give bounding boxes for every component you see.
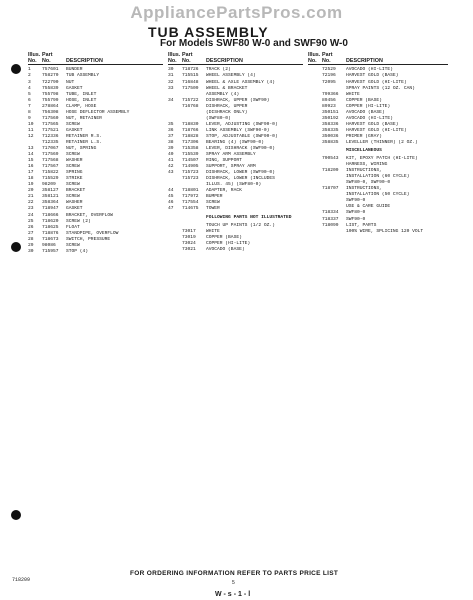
illus-number: 4 (28, 85, 31, 91)
part-description: INSTALLATION (50 CYCLE) (346, 192, 410, 198)
part-description: SCREW (206, 200, 220, 206)
parts-column-3 (308, 52, 448, 235)
illus-number: 44 (168, 188, 174, 194)
part-number: 718876 (42, 230, 59, 236)
column-header: Illus. Part No. No. DESCRIPTION (308, 52, 448, 65)
part-description: STANDPIPE, OVERFLOW (66, 230, 119, 236)
illus-number: 33 (168, 85, 174, 91)
part-description: SWF90-0 (346, 198, 366, 204)
part-number: 756308 (42, 109, 59, 115)
part-number: 712335 (42, 139, 59, 145)
part-description: TOUCH UP PAINTS (1/2 OZ.) (206, 222, 275, 228)
illus-number: 12 (28, 133, 34, 139)
part-description: INSTRUCTIONS, (346, 186, 382, 192)
illus-number: 5 (28, 91, 31, 97)
part-number: 718209 (322, 168, 339, 174)
part-description: DISHRACK, UPPER (SWF90) (206, 97, 270, 103)
part-description: HARNESS, WIRING (346, 162, 388, 168)
part-description: RING, SUPPORT (206, 158, 242, 164)
page-subtitle: For Models SWF80 W-0 and SWF90 W-0 (160, 38, 348, 49)
illus-number: 6 (28, 97, 31, 103)
part-number: 358364 (42, 200, 59, 206)
part-description: LIST, PARTS (346, 222, 377, 228)
illus-number: 19 (28, 182, 34, 188)
part-number: 718801 (182, 188, 199, 194)
part-description: WASHER (66, 200, 83, 206)
illus-number: 46 (168, 200, 174, 206)
part-number: 715957 (42, 248, 59, 254)
part-description: AVOCADO (BASE) (206, 246, 245, 252)
part-number: 717554 (182, 200, 199, 206)
part-description: SPRING (66, 170, 83, 176)
part-description: HARVEST GOLD (HI-LITE) (346, 127, 407, 133)
illus-number: 21 (28, 194, 34, 200)
part-number: 89456 (322, 97, 336, 103)
part-description: BRACKET, OVERFLOW (66, 212, 113, 218)
part-description: SCREW (66, 194, 80, 200)
part-number: 715822 (42, 170, 59, 176)
illus-number: 34 (168, 97, 174, 103)
part-number: 89923 (322, 103, 336, 109)
part-description: AVOCADO (HI-LITE) (346, 67, 393, 73)
part-number: 718830 (182, 121, 199, 127)
watermark: AppliancePartsPros.com (130, 3, 343, 22)
part-number: 799366 (322, 91, 339, 97)
part-number: 350192 (322, 115, 339, 121)
part-number: 715723 (182, 170, 199, 176)
part-number: 715515 (182, 73, 199, 79)
part-number: 755839 (42, 85, 59, 91)
part-description: LINK ASSEMBLY (SWF90-0) (206, 127, 270, 133)
part-description: PRIMER (GRAY) (346, 133, 382, 139)
page-number: 5 (232, 580, 235, 586)
part-description: HOSE, INLET (66, 97, 97, 103)
illus-number: 9 (28, 115, 31, 121)
part-description: NUT, RETAINER (66, 115, 102, 121)
part-description: STRIKE (66, 176, 83, 182)
part-number: 358336 (322, 121, 339, 127)
part-description: AVOCADO (HI-LITE) (346, 115, 393, 121)
part-description: LEVER, ADJUSTING (SWF90-0) (206, 121, 278, 127)
parts-column-2 (168, 52, 303, 253)
part-number: 758270 (42, 73, 59, 79)
footer-mark: W-s-1-l (215, 591, 253, 598)
part-description: HOSE DEFLECTOR ASSEMBLY (66, 109, 130, 115)
page-title: TUB ASSEMBLY (148, 24, 269, 40)
part-description: SCREW (66, 242, 80, 248)
part-row (308, 140, 448, 146)
part-description: ILLUS. 45) (SWF80-0) (206, 182, 262, 188)
part-description: STOP (4) (66, 248, 89, 254)
part-description: COPPER (HI-LITE) (206, 240, 251, 246)
part-number: 718620 (42, 218, 59, 224)
part-number: 717509 (182, 85, 199, 91)
illus-number: 22 (28, 200, 34, 206)
part-number: 755798 (42, 91, 59, 97)
illus-number: 23 (28, 206, 34, 212)
part-description: HARVEST GOLD (BASE) (346, 73, 399, 79)
part-description: GASKET (66, 127, 83, 133)
part-number: 73019 (182, 234, 196, 240)
illus-number (308, 229, 322, 235)
part-description: DISHRACK, LOWER (INCLUDES (206, 176, 275, 182)
illus-number: 38 (168, 139, 174, 145)
illus-number: 30 (28, 248, 34, 254)
part-description: WHEEL & AXLE ASSEMBLY (4) (206, 79, 275, 85)
part-number: 712336 (42, 133, 59, 139)
part-number: 350151 (322, 109, 339, 115)
part-number: 715723 (182, 176, 199, 182)
part-number: 73021 (182, 246, 196, 252)
part-number: 716848 (182, 79, 199, 85)
part-number: 722790 (42, 79, 59, 85)
illus-number: 1 (28, 67, 31, 73)
part-number: 718766 (182, 127, 199, 133)
part-row (28, 249, 163, 255)
part-number: 72196 (322, 73, 336, 79)
part-number: 718828 (182, 133, 199, 139)
part-number: 715358 (182, 146, 199, 152)
part-number: 718726 (182, 67, 199, 73)
column-header: Illus. Part No. No. DESCRIPTION (28, 52, 163, 65)
part-description: SCREW (66, 164, 80, 170)
part-description: RETAINER L.S. (66, 139, 102, 145)
illus-number: 31 (168, 73, 174, 79)
part-description: TOWER (206, 206, 220, 212)
part-description: HARVEST GOLD (BASE) (346, 121, 399, 127)
part-number: 73024 (182, 240, 196, 246)
part-description: GASKET (66, 206, 83, 212)
illus-number: 3 (28, 79, 31, 85)
illus-number: 17 (28, 170, 34, 176)
illus-number: 36 (168, 127, 174, 133)
part-description: SCREW (66, 182, 80, 188)
part-description: TUB ASSEMBLY (66, 73, 100, 79)
part-number: 98086 (42, 242, 56, 248)
part-description: WHEEL & BRACKET (206, 85, 248, 91)
illus-number (168, 247, 182, 253)
part-number: 358335 (322, 127, 339, 133)
part-description: INSTRUCTIONS, (346, 168, 382, 174)
part-description: AVOCADO (BASE) (346, 109, 385, 115)
part-number: 72095 (322, 79, 336, 85)
part-number: 714675 (182, 206, 199, 212)
illus-number: 24 (28, 212, 34, 218)
part-number: 718707 (322, 186, 339, 192)
part-row (168, 206, 303, 212)
part-number: 715529 (42, 176, 59, 182)
illus-number (308, 140, 322, 146)
part-description: RETAINER R.S. (66, 133, 102, 139)
part-description: ADAPTER, RACK (206, 188, 242, 194)
illus-number: 42 (168, 164, 174, 170)
section-heading: FOLLOWING PARTS NOT ILLUSTRATED (206, 214, 292, 220)
part-description: INSTALLATION (60 CYCLE) (346, 174, 410, 180)
part-description: STOP, ADJUSTABLE (SWF90-0) (206, 133, 278, 139)
part-description: BRACKET (66, 188, 86, 194)
illus-number: 37 (168, 133, 174, 139)
illus-number: 32 (168, 79, 174, 85)
part-description: WHITE (206, 228, 220, 234)
part-number: 717560 (42, 115, 59, 121)
parts-column-1 (28, 52, 163, 255)
part-number: 98209 (42, 182, 56, 188)
illus-number: 35 (168, 121, 174, 127)
part-description: (SWF80-0) (206, 115, 231, 121)
illus-number: 15 (28, 158, 34, 164)
part-description: KIT, EPOXY PATCH (HI-LITE) (346, 156, 418, 162)
column-header: Illus. Part No. No. DESCRIPTION (168, 52, 303, 65)
part-number: 718099 (322, 222, 339, 228)
part-number: 717972 (182, 194, 199, 200)
part-description: COPPER (BASE) (346, 97, 382, 103)
illus-number: 20 (28, 188, 34, 194)
part-description: SWITCH, PRESSURE (66, 236, 111, 242)
illus-number: 45 (168, 194, 174, 200)
part-number: 714507 (182, 158, 199, 164)
illus-number: 13 (28, 146, 34, 152)
part-description: GASKET (66, 85, 83, 91)
part-description: NUT (66, 79, 75, 85)
part-description: WHEEL ASSEMBLY (4) (206, 73, 256, 79)
illus-number: 2 (28, 73, 31, 79)
part-description: BEARING (4) (SWF90-0) (206, 139, 264, 145)
part-description: SCREW (66, 152, 80, 158)
illus-number: 39 (168, 146, 174, 152)
part-number: 278864 (42, 103, 59, 109)
part-description: WHITE (346, 91, 360, 97)
punch-hole-bottom (11, 510, 21, 520)
part-description: CLAMP, HOSE (66, 103, 97, 109)
part-description: WASHER (66, 158, 83, 164)
part-description: SPRAY ARM ASSEMBLY (206, 152, 256, 158)
part-number: 716768 (182, 103, 199, 109)
part-description: COPPER (BASE) (206, 234, 242, 240)
ordering-note: FOR ORDERING INFORMATION REFER TO PARTS PRICE LIST (130, 570, 339, 577)
illus-number: 43 (168, 170, 174, 176)
part-number: 358121 (42, 194, 59, 200)
part-description: USE & CARE GUIDE (346, 204, 391, 210)
part-description: SCREW (66, 121, 80, 127)
illus-number: 25 (28, 218, 34, 224)
part-description: (DISHRACK ONLY) (206, 109, 248, 115)
part-description: LEVELLER (THINNER) (2 OZ.) (346, 139, 418, 145)
part-description: SPRAY PAINTS (12 OZ. CAN) (346, 85, 415, 91)
part-number (322, 229, 346, 235)
part-number: 718947 (42, 206, 59, 212)
part-number: 718666 (42, 212, 59, 218)
illus-number: 10 (28, 121, 34, 127)
illus-number: 29 (28, 242, 34, 248)
part-number: 718334 (322, 210, 339, 216)
section-heading: MISCELLANEOUS (346, 148, 382, 154)
part-row (168, 247, 303, 253)
part-description: BUMPER (206, 194, 223, 200)
part-description: 100% WIRE, SPLICING 120 VOLT (346, 228, 424, 234)
part-number: 73017 (182, 228, 196, 234)
part-number: 717521 (42, 127, 59, 133)
part-number: 717565 (42, 121, 59, 127)
part-number: 790543 (322, 156, 339, 162)
part-description: DISHRACK, UPPER (206, 103, 248, 109)
part-number: 715722 (182, 97, 199, 103)
part-description: ASSEMBLY (4) (206, 91, 240, 97)
part-description: TUBE, INLET (66, 91, 97, 97)
part-number: 718673 (42, 236, 59, 242)
part-number: 757601 (42, 67, 59, 73)
part-description: BUNDER (66, 67, 83, 73)
part-description: FLOAT (66, 224, 80, 230)
part-description: DISHRACK, LOWER (SWF90-0) (206, 170, 275, 176)
part-description: LEVER, DISHRACK (SWF90-0) (206, 146, 275, 152)
part-description: COPPER (HI-LITE) (346, 103, 391, 109)
part-number: 358127 (42, 188, 59, 194)
part-number: 717067 (42, 146, 59, 152)
part-number: 718625 (42, 224, 59, 230)
illus-number: 8 (28, 109, 31, 115)
illus-number: 41 (168, 158, 174, 164)
part-description: HARVEST GOLD (HI-LITE) (346, 79, 407, 85)
part-number: 717306 (182, 139, 199, 145)
illus-number: 28 (28, 236, 34, 242)
punch-hole-top (11, 64, 21, 74)
illus-number: 11 (28, 127, 34, 133)
part-description: NUT, SPRING (66, 146, 97, 152)
part-description: SUPPORT, SPRAY ARM (206, 164, 256, 170)
illus-number: 18 (28, 176, 34, 182)
part-number: 717567 (42, 164, 59, 170)
illus-number: 26 (28, 224, 34, 230)
illus-number: 30 (168, 67, 174, 73)
punch-hole-middle (11, 242, 21, 252)
illus-number: 47 (168, 206, 174, 212)
part-number: 350036 (322, 133, 339, 139)
part-number: 717568 (42, 158, 59, 164)
part-number: 717569 (42, 152, 59, 158)
illus-number: 27 (28, 230, 34, 236)
illus-number: 16 (28, 164, 34, 170)
illus-number: 14 (28, 152, 34, 158)
part-description: SWF80-0, SWF90-0 (346, 180, 391, 186)
document-number: 718209 (12, 577, 31, 583)
part-description: SWF90-0 (346, 216, 366, 222)
illus-number: 40 (168, 152, 174, 158)
part-number: 755799 (42, 97, 59, 103)
part-row (308, 229, 448, 235)
illus-number: 7 (28, 103, 31, 109)
part-number: 358835 (322, 139, 339, 145)
part-number: 72529 (322, 67, 336, 73)
part-number: 715539 (182, 152, 199, 158)
part-number: 718337 (322, 216, 339, 222)
part-description: SCREW (2) (66, 218, 91, 224)
part-description: TRACK (2) (206, 67, 231, 73)
part-description: SWF80-0 (346, 210, 366, 216)
part-number: 714905 (182, 164, 199, 170)
